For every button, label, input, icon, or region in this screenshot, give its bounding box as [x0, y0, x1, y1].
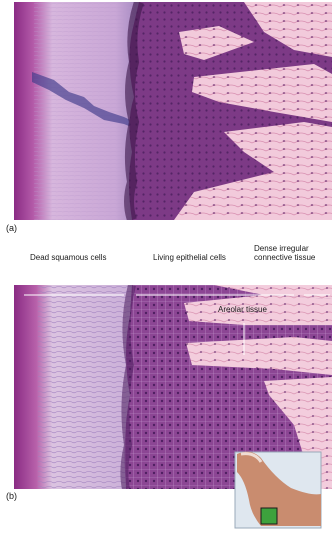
- foot-illustration: [231, 444, 323, 530]
- label-dead-squamous-cells: Dead squamous cells: [30, 253, 107, 262]
- micrograph-panel-a: [14, 2, 332, 220]
- panel-a-label: (a): [6, 223, 17, 233]
- label-living-epithelial-cells: Living epithelial cells: [153, 253, 226, 262]
- panel-b-label: (b): [6, 491, 17, 501]
- micrograph-a-image: [14, 2, 332, 220]
- foot-locator-inset: [231, 444, 323, 530]
- label-areolar-tissue: Areolar tissue: [218, 305, 267, 314]
- label-dense-irregular-line1: Dense irregular: [254, 244, 309, 253]
- label-dense-irregular-line2: connective tissue: [254, 253, 316, 262]
